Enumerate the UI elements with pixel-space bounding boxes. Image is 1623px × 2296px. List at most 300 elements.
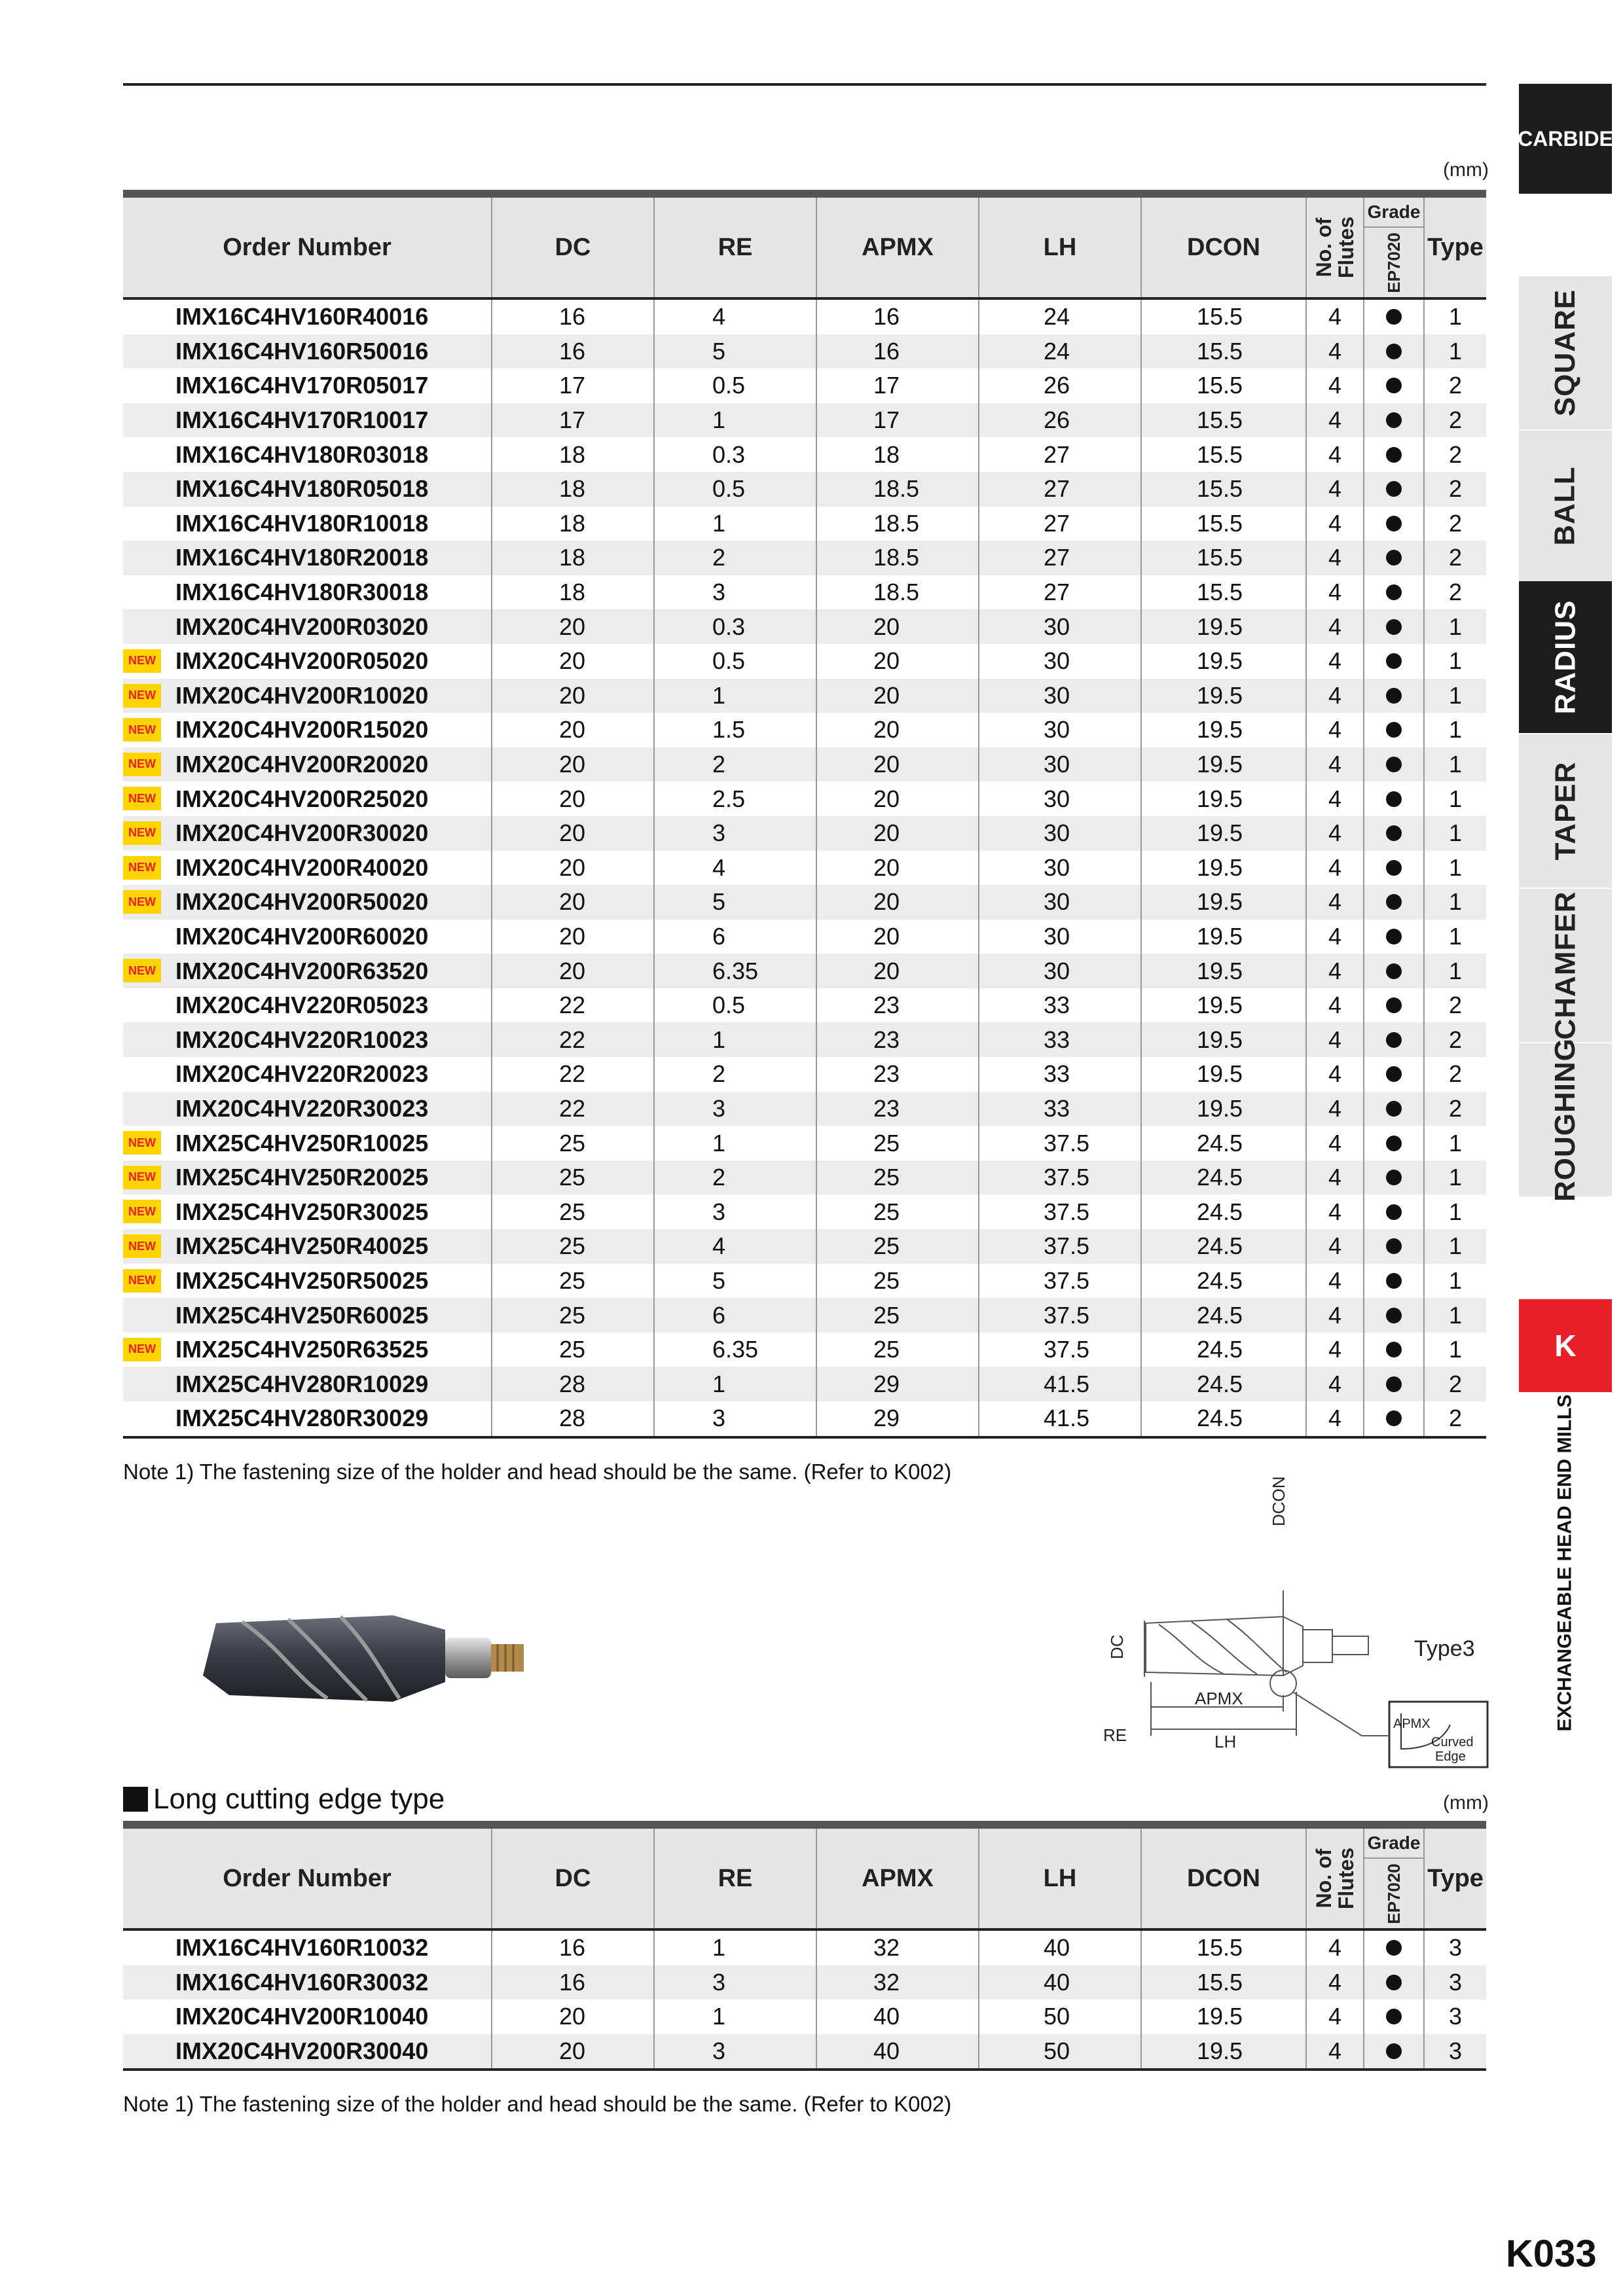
order-number-cell (123, 403, 492, 438)
order-number-cell-text: IMX25C4HV250R10025 (175, 1129, 429, 1157)
main-table-row (123, 368, 1486, 403)
re-cell-text: 6.35 (712, 1336, 759, 1363)
grade-cell (1364, 1401, 1425, 1436)
grade-cell (1364, 1965, 1425, 2000)
apmx-cell-text: 16 (873, 303, 900, 331)
type-cell-text: 2 (1448, 1060, 1463, 1088)
dc-cell-text: 20 (559, 2003, 586, 2030)
dc-cell (492, 679, 655, 713)
dc-cell (492, 644, 655, 679)
new-badge: NEW (123, 821, 161, 845)
tab-ball[interactable] (1519, 429, 1612, 581)
dcon-cell-text: 19.5 (1197, 992, 1243, 1019)
type-cell-text: 1 (1448, 922, 1463, 950)
apmx-cell (817, 334, 979, 369)
available-bullet-icon (1386, 2009, 1402, 2024)
lh-cell (979, 1126, 1142, 1160)
main-table-row (123, 1333, 1486, 1367)
grade-cell (1364, 988, 1425, 1023)
new-badge: NEW (123, 753, 161, 776)
dcon-cell-text: 24.5 (1197, 1370, 1243, 1397)
inset-label-apmx: APMX (1393, 1717, 1431, 1731)
flutes-cell-text: 4 (1328, 751, 1342, 778)
apmx-cell-text: 25 (873, 1164, 900, 1191)
lh-cell-text: 37.5 (1044, 1232, 1090, 1260)
re-cell-text: 6 (712, 1301, 726, 1329)
dc-cell (492, 472, 655, 507)
apmx-cell (817, 1931, 979, 1965)
order-number-cell (123, 334, 492, 369)
order-number-cell-text: IMX25C4HV250R20025 (175, 1164, 429, 1191)
dc-cell-text: 20 (559, 2037, 586, 2065)
re-cell-text: 0.3 (712, 440, 746, 468)
grade-cell (1364, 472, 1425, 507)
flutes-cell-text: 4 (1328, 2037, 1342, 2065)
re-cell (655, 781, 817, 816)
type-cell (1425, 1264, 1486, 1299)
lh-cell (979, 816, 1142, 851)
re-cell (655, 437, 817, 472)
dc-cell-text: 22 (559, 1094, 586, 1122)
apmx-cell-text: 20 (873, 716, 900, 744)
carbide-tab[interactable] (1519, 84, 1612, 194)
dcon-cell (1142, 368, 1307, 403)
order-number-cell (123, 851, 492, 886)
apmx-cell (817, 1333, 979, 1367)
dc-cell (492, 1022, 655, 1057)
re-cell-text: 4 (712, 853, 726, 881)
main-table-row (123, 1092, 1486, 1126)
dc-cell (492, 1965, 655, 2000)
dc-cell (492, 1931, 655, 1965)
type-cell (1425, 300, 1486, 334)
long-table-top-bar (123, 1821, 1486, 1829)
label-type3: Type3 (1414, 1636, 1475, 1661)
apmx-cell (817, 1126, 979, 1160)
flutes-cell (1307, 920, 1364, 954)
dc-cell (492, 988, 655, 1023)
order-number-cell (123, 1126, 492, 1160)
dcon-cell-text: 15.5 (1197, 406, 1243, 434)
dcon-cell (1142, 300, 1307, 334)
lh-cell-text: 40 (1044, 1934, 1070, 1962)
dcon-cell-text: 24.5 (1197, 1198, 1243, 1225)
order-number-cell (123, 1264, 492, 1299)
dcon-cell (1142, 507, 1307, 541)
dcon-cell-text: 15.5 (1197, 303, 1243, 331)
dc-cell-text: 16 (559, 1968, 586, 1996)
lh-cell-text: 30 (1044, 613, 1070, 640)
main-table-row (123, 1126, 1486, 1160)
order-number-cell-text: IMX16C4HV180R03018 (175, 440, 429, 468)
lh-cell (979, 1229, 1142, 1264)
dc-cell (492, 1092, 655, 1126)
apmx-cell (817, 1022, 979, 1057)
type-cell (1425, 1931, 1486, 1965)
apmx-cell (817, 713, 979, 747)
grade-cell (1364, 1092, 1425, 1126)
apmx-cell (817, 1264, 979, 1299)
order-number-cell (123, 713, 492, 747)
re-cell (655, 541, 817, 575)
flutes-cell-text: 4 (1328, 440, 1342, 468)
label-dcon: DCON (1269, 1476, 1288, 1526)
table-header (123, 198, 1486, 300)
lh-cell (979, 541, 1142, 575)
dc-cell (492, 1264, 655, 1299)
dcon-cell-text: 19.5 (1197, 2003, 1243, 2030)
flutes-cell-text: 4 (1328, 1129, 1342, 1157)
lh-cell-text: 37.5 (1044, 1164, 1090, 1191)
main-table-body (123, 300, 1486, 1436)
apmx-cell (817, 1298, 979, 1333)
available-bullet-icon (1386, 1204, 1402, 1220)
re-cell (655, 644, 817, 679)
page-number: K033 (1506, 2233, 1597, 2275)
flutes-cell-text: 4 (1328, 475, 1342, 503)
type-cell-text: 1 (1448, 613, 1463, 640)
re-cell (655, 747, 817, 782)
dc-cell (492, 1057, 655, 1092)
type-cell-text: 2 (1448, 1370, 1463, 1397)
available-bullet-icon (1386, 2043, 1402, 2059)
lh-cell (979, 713, 1142, 747)
order-number-cell (123, 437, 492, 472)
type-cell-text: 1 (1448, 1301, 1463, 1329)
unit-label: (mm) (1443, 159, 1489, 181)
grade-cell (1364, 954, 1425, 988)
order-number-cell (123, 1367, 492, 1401)
dc-cell (492, 851, 655, 886)
dcon-cell-text: 15.5 (1197, 1934, 1243, 1962)
flutes-cell (1307, 679, 1364, 713)
re-cell (655, 334, 817, 369)
long-header-flutes-label: No. of Flutes (1312, 1847, 1359, 1910)
lh-cell (979, 1057, 1142, 1092)
header-type: Type (1427, 233, 1484, 261)
lh-cell-text: 30 (1044, 853, 1070, 881)
dcon-cell-text: 15.5 (1197, 509, 1243, 537)
lh-cell-text: 26 (1044, 372, 1070, 399)
type-cell (1425, 644, 1486, 679)
dcon-cell (1142, 1194, 1307, 1229)
order-number-cell (123, 1965, 492, 2000)
tab-radius[interactable] (1519, 581, 1612, 733)
re-cell-text: 1 (712, 681, 726, 709)
type-cell (1425, 1965, 1486, 2000)
main-table-row (123, 851, 1486, 886)
flutes-cell-text: 4 (1328, 1405, 1342, 1432)
grade-cell (1364, 781, 1425, 816)
apmx-cell-text: 25 (873, 1336, 900, 1363)
long-table-header (123, 1829, 1486, 1931)
lh-cell-text: 26 (1044, 406, 1070, 434)
re-cell (655, 1333, 817, 1367)
type-cell-text: 1 (1448, 957, 1463, 984)
tab-taper[interactable] (1519, 733, 1612, 888)
long-table-body (123, 1931, 1486, 2068)
dc-cell (492, 1160, 655, 1195)
re-cell (655, 920, 817, 954)
dcon-cell-text: 19.5 (1197, 888, 1243, 916)
apmx-cell (817, 472, 979, 507)
type-cell-text: 1 (1448, 681, 1463, 709)
apmx-cell-text: 40 (873, 2037, 900, 2065)
re-cell-text: 3 (712, 2037, 726, 2065)
dcon-cell (1142, 988, 1307, 1023)
lh-cell-text: 41.5 (1044, 1405, 1090, 1432)
dc-cell (492, 885, 655, 920)
flutes-cell-text: 4 (1328, 1370, 1342, 1397)
type-cell-text: 3 (1448, 2003, 1463, 2030)
order-number-cell-text: IMX16C4HV160R10032 (175, 1934, 429, 1962)
re-cell-text: 3 (712, 1405, 726, 1432)
re-cell-text: 2 (712, 544, 726, 571)
available-bullet-icon (1386, 447, 1402, 463)
re-cell (655, 851, 817, 886)
re-cell-text: 2 (712, 751, 726, 778)
apmx-cell (817, 1401, 979, 1436)
lh-cell-text: 30 (1044, 888, 1070, 916)
dc-cell-text: 20 (559, 647, 586, 675)
flutes-cell (1307, 437, 1364, 472)
dc-cell (492, 1229, 655, 1264)
available-bullet-icon (1386, 894, 1402, 910)
type-cell (1425, 2034, 1486, 2069)
lh-cell-text: 37.5 (1044, 1129, 1090, 1157)
grade-cell (1364, 1298, 1425, 1333)
tab-chamfer[interactable] (1519, 888, 1612, 1042)
apmx-cell (817, 1367, 979, 1401)
flutes-cell-text: 4 (1328, 613, 1342, 640)
flutes-cell-text: 4 (1328, 922, 1342, 950)
order-number-cell-text: IMX25C4HV250R50025 (175, 1266, 429, 1294)
dc-cell-text: 18 (559, 440, 586, 468)
order-number-cell-text: IMX25C4HV280R10029 (175, 1370, 429, 1397)
apmx-cell (817, 403, 979, 438)
dc-cell (492, 920, 655, 954)
grade-cell (1364, 920, 1425, 954)
new-badge: NEW (123, 856, 161, 880)
flutes-cell-text: 4 (1328, 1026, 1342, 1053)
tab-roughing[interactable] (1519, 1038, 1612, 1202)
apmx-cell-text: 20 (873, 957, 900, 984)
lh-cell-text: 50 (1044, 2037, 1070, 2065)
lh-cell (979, 1092, 1142, 1126)
new-badge: NEW (123, 1269, 161, 1293)
type-cell-text: 1 (1448, 337, 1463, 365)
type-cell (1425, 954, 1486, 988)
available-bullet-icon (1386, 1032, 1402, 1048)
type-cell-text: 2 (1448, 475, 1463, 503)
tab-ball-label: BALL (1549, 466, 1581, 546)
type-cell (1425, 368, 1486, 403)
apmx-cell (817, 1965, 979, 2000)
main-table-row (123, 334, 1486, 369)
flutes-cell (1307, 1931, 1364, 1965)
header-re: RE (655, 198, 817, 297)
apmx-cell (817, 609, 979, 644)
type-cell-text: 2 (1448, 406, 1463, 434)
dc-cell (492, 713, 655, 747)
lh-cell (979, 368, 1142, 403)
type-cell-text: 2 (1448, 579, 1463, 606)
available-bullet-icon (1386, 1066, 1402, 1082)
re-cell (655, 403, 817, 438)
flutes-cell (1307, 472, 1364, 507)
apmx-cell-text: 20 (873, 922, 900, 950)
long-header-grade (1364, 1829, 1425, 1928)
apmx-cell-text: 20 (873, 751, 900, 778)
main-table-row (123, 541, 1486, 575)
re-cell (655, 2034, 817, 2069)
flutes-cell-text: 4 (1328, 2003, 1342, 2030)
lh-cell-text: 33 (1044, 1060, 1070, 1088)
main-table-row (123, 747, 1486, 782)
flutes-cell (1307, 1298, 1364, 1333)
dcon-cell-text: 24.5 (1197, 1301, 1243, 1329)
dcon-cell (1142, 781, 1307, 816)
main-table-row (123, 300, 1486, 334)
flutes-cell (1307, 1367, 1364, 1401)
lh-cell (979, 334, 1142, 369)
order-number-cell (123, 1401, 492, 1436)
lh-cell (979, 403, 1142, 438)
dcon-cell (1142, 1367, 1307, 1401)
header-grade (1364, 198, 1425, 297)
type-cell-text: 3 (1448, 1968, 1463, 1996)
re-cell (655, 679, 817, 713)
dc-cell (492, 368, 655, 403)
dcon-cell-text: 24.5 (1197, 1164, 1243, 1191)
long-table-row (123, 1965, 1486, 2000)
available-bullet-icon (1386, 1376, 1402, 1392)
re-cell-text: 5 (712, 337, 726, 365)
available-bullet-icon (1386, 929, 1402, 944)
flutes-cell (1307, 541, 1364, 575)
long-header-grade-label: Grade (1364, 1829, 1423, 1859)
main-table-row (123, 920, 1486, 954)
available-bullet-icon (1386, 1308, 1402, 1323)
long-header-order-number: Order Number (123, 1829, 492, 1928)
tab-square[interactable] (1519, 275, 1612, 429)
flutes-cell (1307, 1160, 1364, 1195)
type-cell (1425, 575, 1486, 610)
flutes-cell (1307, 507, 1364, 541)
lh-cell (979, 679, 1142, 713)
dcon-cell-text: 24.5 (1197, 1336, 1243, 1363)
re-cell-text: 1 (712, 1370, 726, 1397)
available-bullet-icon (1386, 1410, 1402, 1426)
type-cell (1425, 1092, 1486, 1126)
order-number-cell-text: IMX20C4HV200R25020 (175, 785, 429, 812)
order-number-cell (123, 747, 492, 782)
new-badge: NEW (123, 649, 161, 673)
dc-cell-text: 25 (559, 1301, 586, 1329)
available-bullet-icon (1386, 757, 1402, 772)
label-lh: LH (1214, 1732, 1237, 1751)
grade-cell (1364, 300, 1425, 334)
lh-cell (979, 1298, 1142, 1333)
flutes-cell-text: 4 (1328, 1336, 1342, 1363)
grade-cell (1364, 2000, 1425, 2034)
apmx-cell-text: 32 (873, 1968, 900, 1996)
dcon-cell (1142, 1401, 1307, 1436)
product-photo (190, 1597, 530, 1728)
type3-diagram (1087, 1476, 1493, 1774)
lh-cell (979, 2034, 1142, 2069)
dc-cell-text: 18 (559, 509, 586, 537)
lh-cell-text: 33 (1044, 992, 1070, 1019)
re-cell (655, 1092, 817, 1126)
dc-cell (492, 1126, 655, 1160)
type-cell-text: 1 (1448, 1164, 1463, 1191)
apmx-cell (817, 1194, 979, 1229)
grade-cell (1364, 1022, 1425, 1057)
order-number-cell (123, 541, 492, 575)
flutes-cell-text: 4 (1328, 647, 1342, 675)
flutes-cell-text: 4 (1328, 1198, 1342, 1225)
order-number-cell (123, 1931, 492, 1965)
re-cell-text: 1 (712, 406, 726, 434)
flutes-cell (1307, 1333, 1364, 1367)
order-number-cell-text: IMX20C4HV200R30020 (175, 819, 429, 847)
order-number-cell (123, 954, 492, 988)
flutes-cell (1307, 334, 1364, 369)
grade-cell (1364, 1194, 1425, 1229)
tab-roughing-label: ROUGHING (1549, 1038, 1581, 1202)
dc-cell (492, 1401, 655, 1436)
flutes-cell (1307, 1057, 1364, 1092)
available-bullet-icon (1386, 1975, 1402, 1990)
flutes-cell (1307, 575, 1364, 610)
order-number-cell (123, 1333, 492, 1367)
lh-cell-text: 27 (1044, 475, 1070, 503)
apmx-cell (817, 954, 979, 988)
section-square-icon (123, 1787, 148, 1812)
dcon-cell (1142, 1229, 1307, 1264)
main-table-row (123, 885, 1486, 920)
lh-cell (979, 1160, 1142, 1195)
order-number-cell (123, 781, 492, 816)
dcon-cell (1142, 472, 1307, 507)
section-k-tab[interactable] (1519, 1299, 1612, 1392)
tab-chamfer-label: CHAMFER (1549, 891, 1582, 1040)
apmx-cell-text: 17 (873, 372, 900, 399)
lh-cell-text: 41.5 (1044, 1370, 1090, 1397)
dcon-cell-text: 19.5 (1197, 2037, 1243, 2065)
flutes-cell (1307, 816, 1364, 851)
apmx-cell-text: 23 (873, 992, 900, 1019)
grade-cell (1364, 713, 1425, 747)
flutes-cell (1307, 2034, 1364, 2069)
top-rule (123, 83, 1486, 86)
re-cell (655, 816, 817, 851)
dc-cell (492, 300, 655, 334)
long-table-bottom-rule (123, 2068, 1486, 2071)
lh-cell-text: 33 (1044, 1026, 1070, 1053)
dc-cell (492, 1298, 655, 1333)
order-number-cell (123, 679, 492, 713)
long-table-row (123, 2000, 1486, 2034)
order-number-cell (123, 1229, 492, 1264)
main-table-row (123, 403, 1486, 438)
order-number-cell (123, 2000, 492, 2034)
lh-cell (979, 1264, 1142, 1299)
re-cell-text: 4 (712, 303, 726, 331)
grade-cell (1364, 368, 1425, 403)
long-header-dcon: DCON (1142, 1829, 1307, 1928)
